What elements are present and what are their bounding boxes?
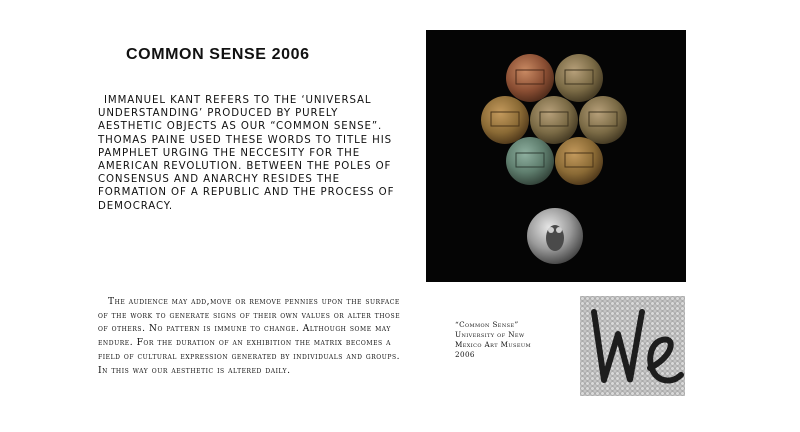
audience-paragraph: The audience may add,move or remove pennies upon the surface of the work to generate signs of their own values or alter those of others. No pattern is immune to change. Although some may endure. For the duration of an exhibition the matrix becomes a field of cultural expression generated by individuals and groups. In this way our aesthetic is altered daily. bbox=[98, 297, 401, 376]
caption-line: Mexico Art Museum bbox=[455, 340, 532, 349]
installation-photo bbox=[580, 296, 685, 396]
page-title: COMMON SENSE 2006 bbox=[126, 46, 310, 63]
silver-owl-coin bbox=[527, 208, 583, 264]
coins-photo bbox=[426, 30, 686, 282]
penny-top-left bbox=[506, 54, 554, 102]
penny-mid-center bbox=[530, 96, 578, 144]
penny-mid-right bbox=[579, 96, 627, 144]
penny-bottom-right bbox=[555, 137, 603, 185]
penny-grid-illustration bbox=[580, 296, 685, 396]
intro-paragraph: IMMANUEL KANT REFERS TO THE ‘UNIVERSAL UNDERSTANDING’ PRODUCED BY PURELY AESTHETIC OBJECTS AS OUR “COMMON SENSE”. THOMAS PAINE USED THESE WORDS TO TITLE HIS PAMPHLET URGING THE NECCESITY FOR THE AMERICAN REVOLUTION. BETWEEN THE POLES OF CONSENSUS AND ANARCHY RESIDES THE FORMATION OF A REPUBLIC AND THE PROCESS OF DEMOCRACY. bbox=[98, 95, 395, 212]
penny-bottom-left bbox=[506, 137, 554, 185]
photo-caption bbox=[455, 320, 565, 360]
caption-line: University of New bbox=[455, 330, 525, 339]
caption-line: “Common Sense” bbox=[455, 320, 519, 329]
coins-illustration bbox=[426, 30, 686, 282]
caption-line: 2006 bbox=[455, 350, 475, 359]
penny-top-right bbox=[555, 54, 603, 102]
penny-mid-left bbox=[481, 96, 529, 144]
